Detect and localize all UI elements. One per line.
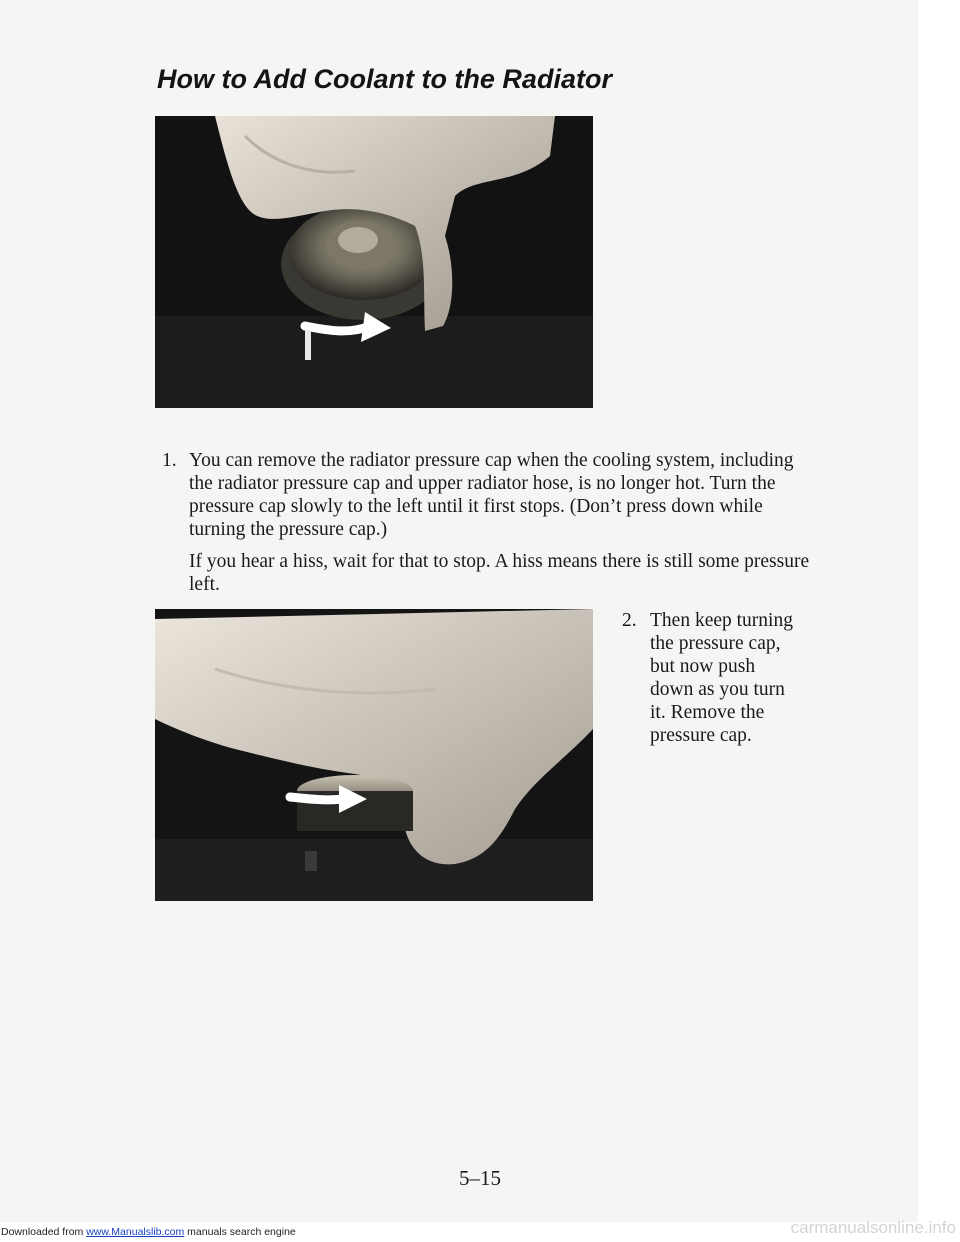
step-text: You can remove the radiator pressure cap when the cooling system, including the radiator pressure cap and upper radiator hose, is no longer hot. Turn the pressure cap slowly to the left until it first stops. (Don’t press down while turning the pressure cap.) bbox=[189, 450, 794, 540]
step-number: 1. bbox=[162, 450, 177, 471]
download-footer bbox=[1, 1226, 296, 1238]
footer-prefix: Downloaded from bbox=[1, 1226, 87, 1238]
photo-turn-cap-left bbox=[155, 116, 593, 408]
photo-push-and-turn-cap bbox=[155, 609, 593, 901]
radiator-cap-photo-2 bbox=[155, 609, 593, 901]
manualslib-link[interactable]: www.Manualslib.com bbox=[86, 1226, 185, 1238]
step-1-followup: If you hear a hiss, wait for that to stop. A hiss means there is still some pressure left. bbox=[189, 551, 810, 595]
watermark: carmanualsonline.info bbox=[790, 1218, 956, 1237]
step-2 bbox=[622, 609, 822, 747]
step-text: Then keep turning the pressure cap, but now push down as you turn it. Remove the pressure cap. bbox=[650, 610, 793, 746]
step-1 bbox=[162, 449, 822, 541]
page-title: How to Add Coolant to the Radiator bbox=[157, 64, 612, 94]
footer-suffix: manuals search engine bbox=[184, 1226, 296, 1238]
step-number: 2. bbox=[622, 610, 637, 631]
radiator-cap-photo-1 bbox=[155, 116, 593, 408]
page-number: 5–15 bbox=[459, 1166, 501, 1190]
